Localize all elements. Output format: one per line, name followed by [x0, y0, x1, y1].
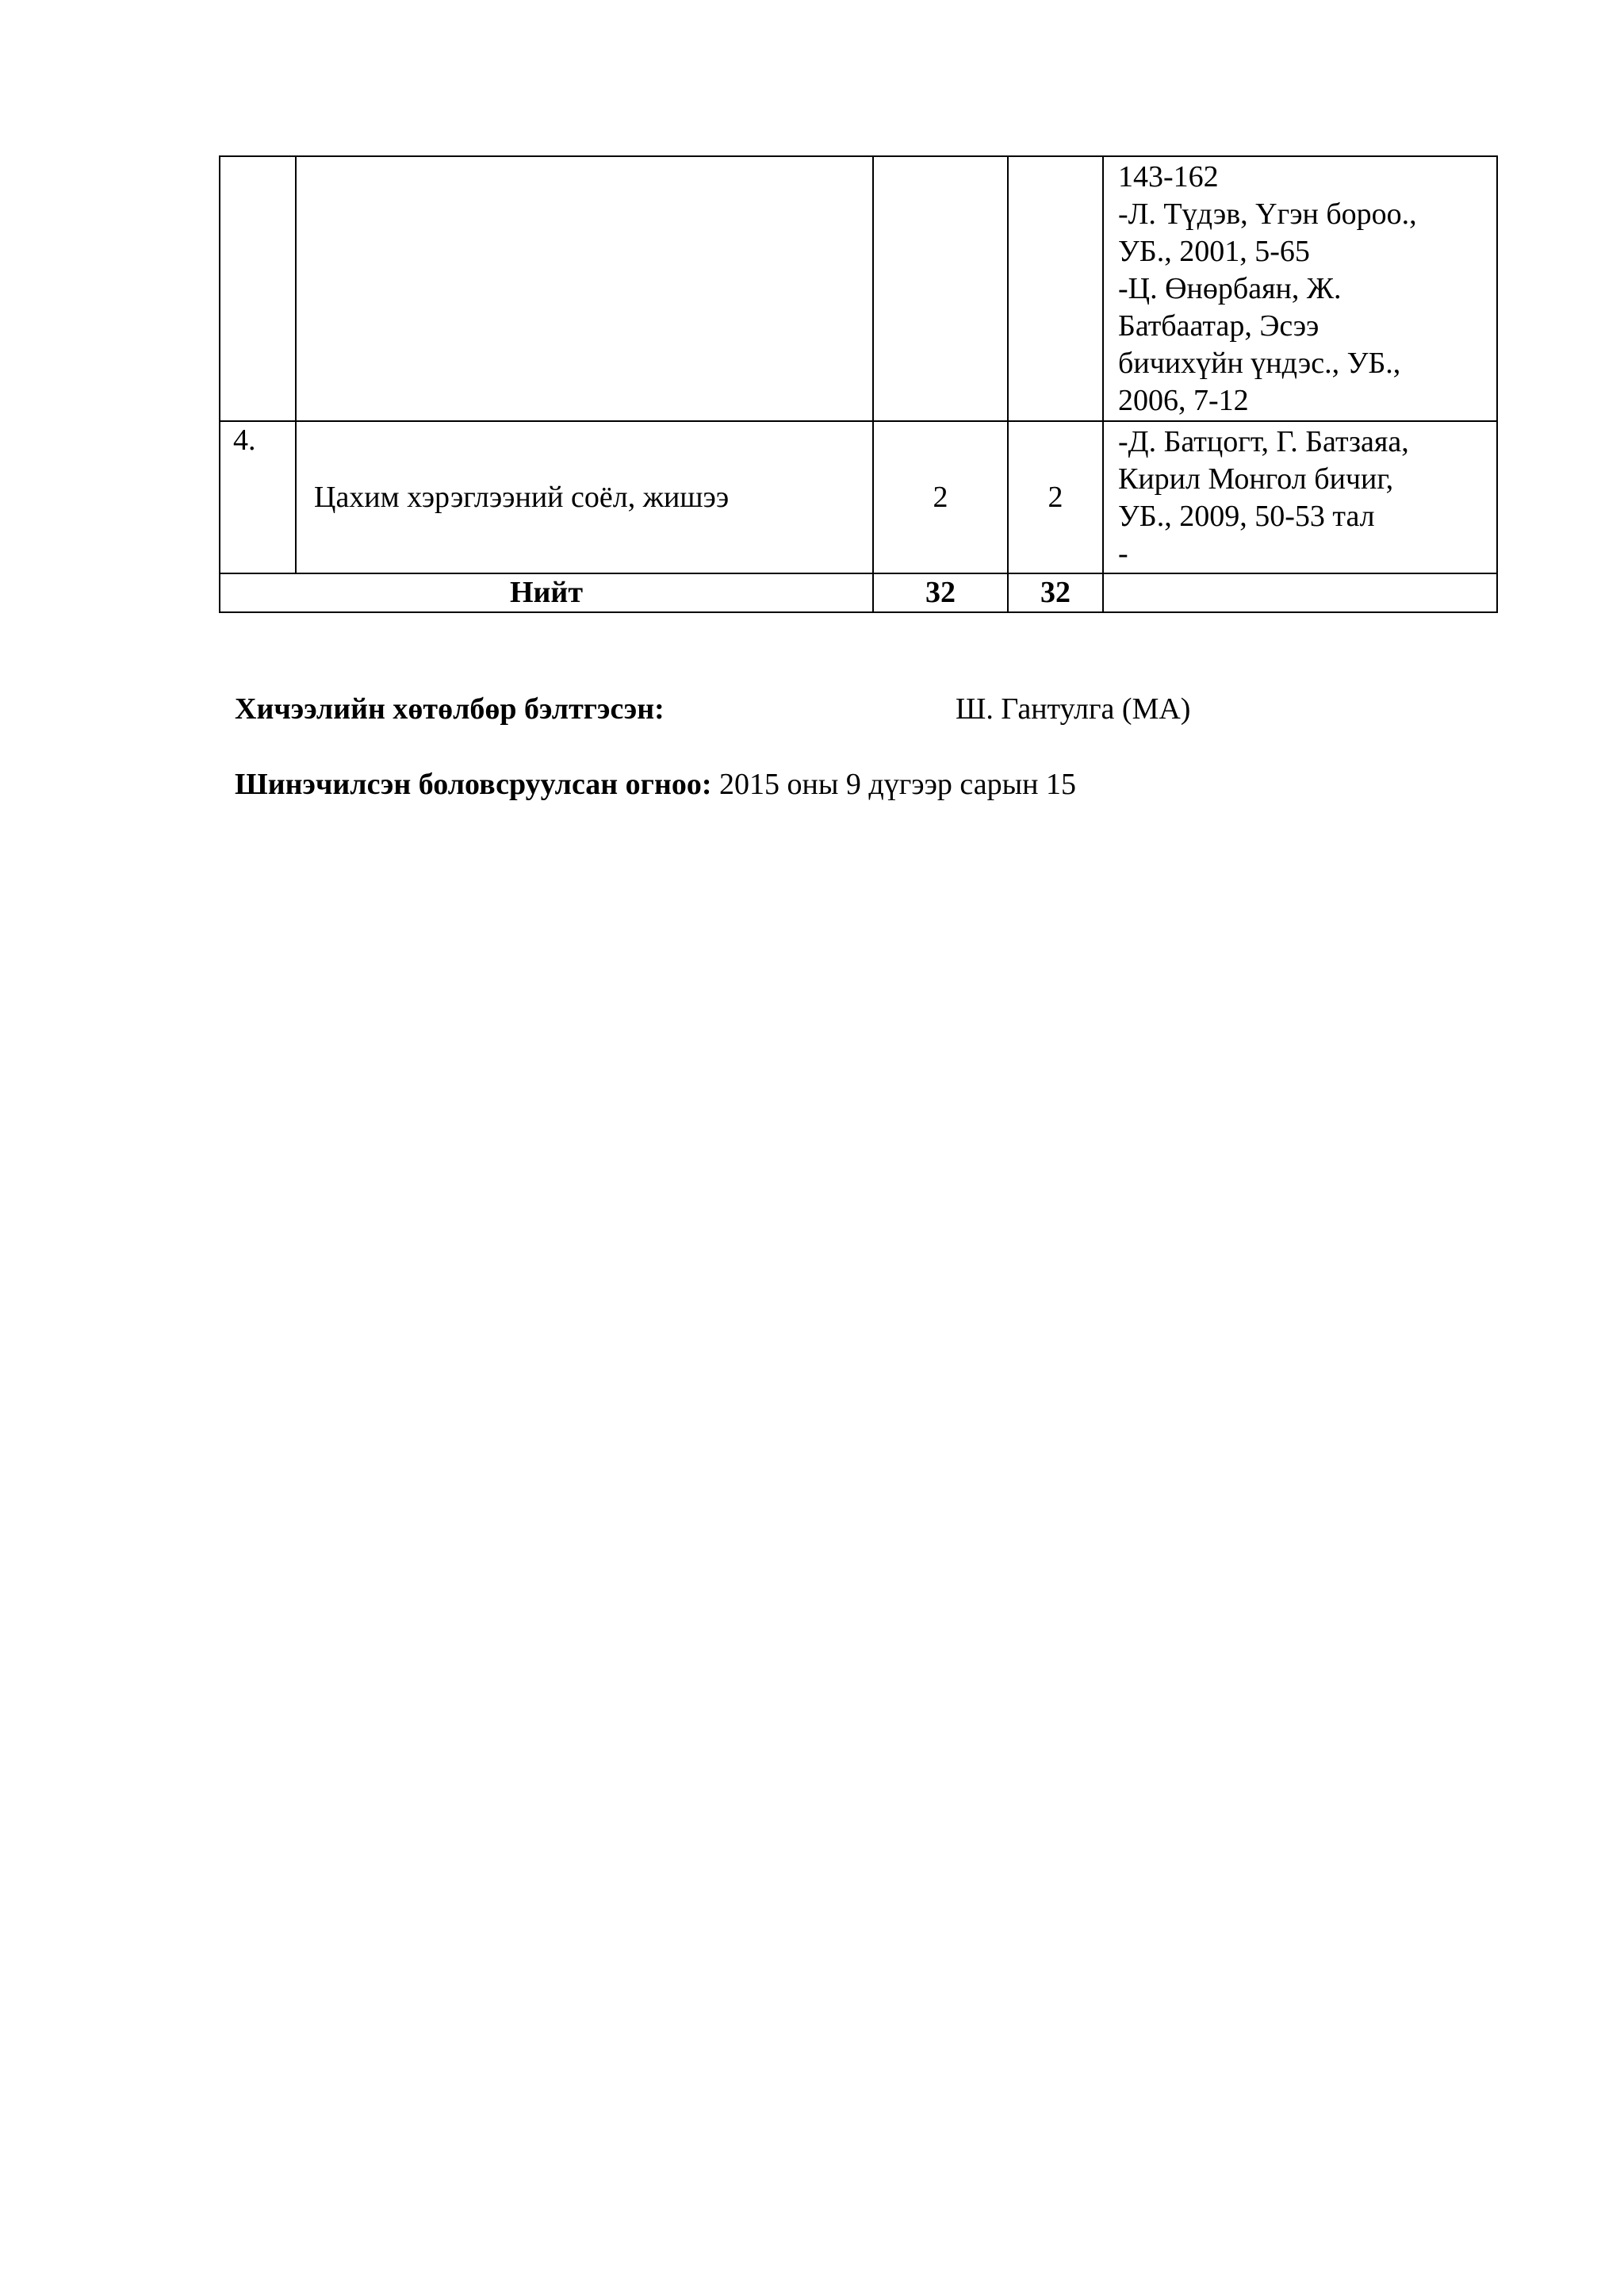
reference-line: Батбаатар, Эсээ [1118, 309, 1320, 343]
reference-line: -Л. Түдэв, Үгэн бороо., [1118, 197, 1417, 231]
reference-line: Кирил Монгол бичиг, [1118, 462, 1394, 496]
topic-cell: Цахим хэрэглээний соёл, жишээ [296, 421, 873, 573]
total-hours-b: 32 [1008, 573, 1103, 612]
prepared-by-value: Ш. Гантулга (МА) [956, 692, 1191, 726]
updated-date-label: Шинэчилсэн боловсруулсан огноо: [235, 768, 712, 801]
table-row [220, 421, 1497, 573]
number-cell [220, 156, 296, 421]
reference-line: 143-162 [1118, 160, 1219, 194]
reference-line: - [1118, 537, 1128, 570]
reference-line: УБ., 2009, 50-53 тал [1118, 500, 1375, 533]
reference-line: УБ., 2001, 5-65 [1118, 235, 1310, 268]
hours-a-cell [873, 156, 1008, 421]
reference-line: 2006, 7-12 [1118, 384, 1249, 417]
prepared-by-value-line [956, 691, 1190, 728]
references-cell [1103, 421, 1497, 573]
syllabus-table [219, 155, 1498, 613]
reference-line: -Ц. Өнөрбаян, Ж. [1118, 272, 1342, 305]
table-total-row [220, 573, 1497, 612]
row-number: 4. [220, 421, 296, 573]
total-references-empty [1103, 573, 1497, 612]
total-hours-a: 32 [873, 573, 1008, 612]
updated-date-line [235, 766, 1076, 803]
hours-b-cell [1008, 156, 1103, 421]
total-label: Нийт [220, 573, 873, 612]
prepared-by-label: Хичээлийн хөтөлбөр бэлтгэсэн: [235, 692, 665, 726]
hours-a-cell: 2 [873, 421, 1008, 573]
hours-b-cell: 2 [1008, 421, 1103, 573]
reference-line: бичихүйн үндэс., УБ., [1118, 347, 1401, 380]
reference-line: -Д. Батцогт, Г. Батзаяа, [1118, 425, 1409, 458]
prepared-by-line [235, 691, 665, 728]
updated-date-value: 2015 оны 9 дүгээр сарын 15 [711, 768, 1076, 801]
table-row-continuation [220, 156, 1497, 421]
references-cell [1103, 156, 1497, 421]
topic-cell [296, 156, 873, 421]
